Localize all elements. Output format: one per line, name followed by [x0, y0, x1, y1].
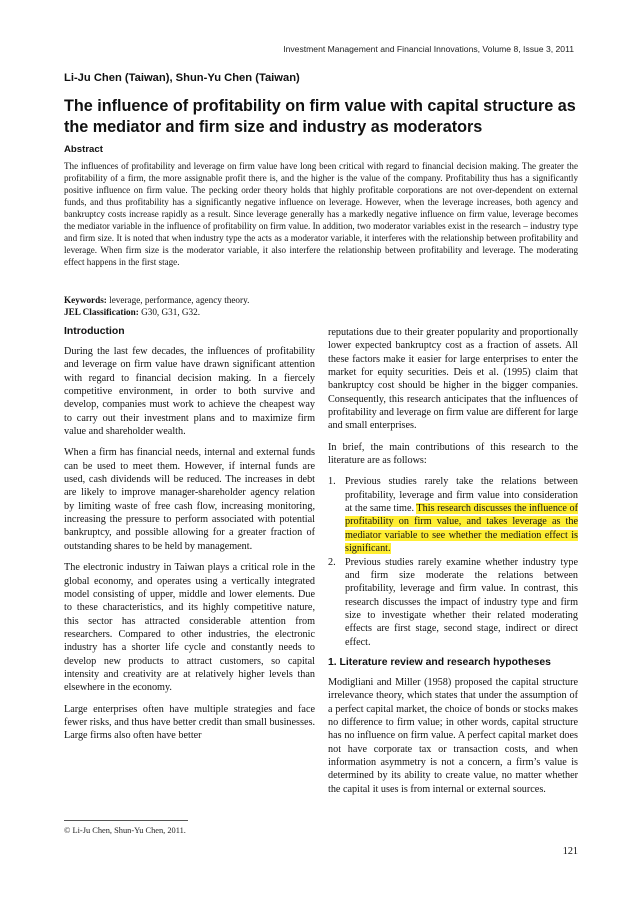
- introduction-heading: Introduction: [64, 326, 125, 337]
- keywords-line: [64, 294, 578, 306]
- literature-heading: 1. Literature review and research hypotheses: [328, 656, 551, 668]
- intro-paragraph-2: When a firm has financial needs, internal and external funds can be used to meet them. However, if internal funds are used, cash dividends will be reduced. The increases in debt are likely to improve manager-shareholder agency relation by limiting waste of free cash flow, increasing monitoring, increasing the pressure to perform associated with potential bankruptcy, and possible allowing for a greater fraction of outstanding shares to be held by management.: [64, 447, 315, 552]
- page-number: 121: [562, 846, 578, 857]
- highlighted-text: This research discusses the influence of profitability on firm value, and takes leverage as the mediator variable to see whether the mediation effect is significant.: [345, 503, 578, 555]
- footnote-divider: [64, 820, 188, 821]
- list-text: [345, 475, 578, 555]
- abstract-heading: Abstract: [64, 144, 103, 155]
- list-number: 2.: [328, 556, 336, 568]
- intro-paragraph-4: Large enterprises often have multiple strategies and face fewer risks, and thus have better credit than small businesses. Large firms also often have better: [64, 703, 315, 742]
- intro-paragraph-6: In brief, the main contributions of this research to the literature are as follows:: [328, 441, 578, 467]
- list-number: 1.: [328, 476, 336, 488]
- intro-paragraph-5: reputations due to their greater popularity and proportionally lower expected bankruptcy cost as a fraction of assets. All these factors make it easier for large enterprises to enter the market for equity securities. Deis et al. (1995) claim that bankruptcy cost should be higher in the bigger companies. Consequently, this research anticipates that the influences of profitability and leverage on firm value are different for large and small enterprises.: [328, 327, 578, 432]
- keywords-value: leverage, performance, agency theory.: [106, 295, 250, 305]
- keywords-label: Keywords:: [64, 295, 107, 305]
- copyright-footnote: © Li-Ju Chen, Shun-Yu Chen, 2011.: [64, 826, 186, 835]
- jel-line: [64, 306, 578, 318]
- contributions-list: [328, 475, 578, 648]
- jel-value: G30, G31, G32.: [138, 307, 201, 317]
- literature-paragraph: Modigliani and Miller (1958) proposed the capital structure irrelevance theory, which states that under the assumption of a perfect capital market, the choice of bonds or stocks makes no difference to firm value; in other words, capital structure has no influence on firm value. A perfect capital market does not have corporate tax or transaction costs, and when information asymmetry is not a concern, a firm’s value is determined by its ability to create value, no matter whether the capital it uses is from internal or external sources.: [328, 676, 578, 795]
- list-text: Previous studies rarely examine whether industry type and firm size moderate the relations between profitability, leverage and firm value. In contrast, this research discusses the impact of industry type and firm size to investigate whether their related moderating effects are first stage, second stage, indirect or direct effect.: [345, 556, 578, 648]
- contribution-item: [328, 475, 578, 555]
- intro-paragraph-3: The electronic industry in Taiwan plays a critical role in the global economy, and operates using a vertically integrated model consisting of upper, middle and lower elements. Due to these characteristics, and its highly competitive nature, this sector has attracted considerable attention from researchers. Compared to other industries, the electronic industry has a shorter life cycle and constantly needs to develop new products to attract customers, so capital intensity and creativity are at relatively higher levels than elsewhere in the economy.: [64, 562, 315, 694]
- abstract-text: The influences of profitability and leverage on firm value have long been critical with regard to financial decision making. The greater the profitability of a firm, the more assignable profit there is, and the higher is the value of the company. Profitability thus has a significantly positive influence on firm value. The pecking order theory holds that highly profitable corporations are not over-dependent on external funds, and thus profitability has a significantly negative influence on leverage. However, when the leverage increases, both agency and bankruptcy costs increase rapidly as a result. Since leverage generally has a markedly negative influence on firm value, leverage becomes the mediator variable in the influence of profitability on firm value. In addition, two moderator variables exist in the research – industry type and firm size. It is noted that when industry type the acts as a moderator variable, it interferes with the relationship between profitability and leverage. When firm size is the moderator variable, it also interfere the relationship between profitability and leverage. The moderating effect happens in the first stage.: [64, 161, 578, 267]
- running-header: Investment Management and Financial Innovations, Volume 8, Issue 3, 2011: [283, 44, 574, 54]
- contribution-text: Previous studies rarely take the relations between profitability, leverage and firm value into consideration at the same time.: [345, 476, 578, 515]
- left-column: [64, 326, 315, 751]
- right-column: [328, 326, 578, 804]
- keywords-block: [64, 294, 578, 318]
- contribution-item: [328, 556, 578, 649]
- jel-label: JEL Classification:: [64, 307, 139, 317]
- authors: Li-Ju Chen (Taiwan), Shun-Yu Chen (Taiwan): [64, 72, 300, 84]
- article-title: The influence of profitability on firm value with capital structure as the mediator and firm size and industry as moderators: [64, 97, 576, 136]
- intro-paragraph-1: During the last few decades, the influences of profitability and leverage on firm value have drawn significant attention with regard to financial decision making. In a fiercely competitive environment, in order to both survive and develop, companies must work to achieve the cheapest way to carry out their investment plans and to maximize firm value and shareholder wealth.: [64, 346, 315, 438]
